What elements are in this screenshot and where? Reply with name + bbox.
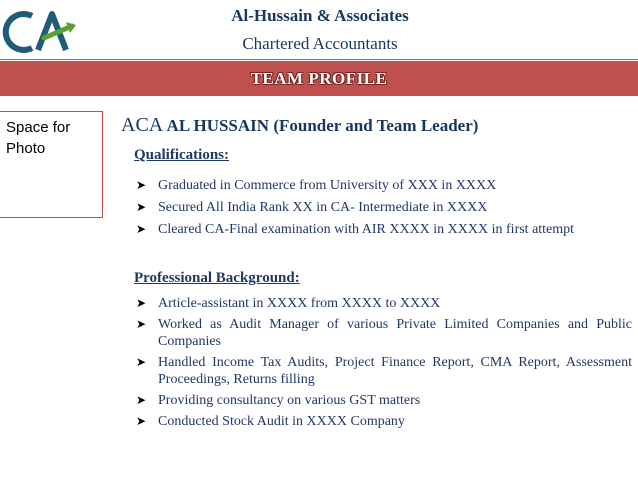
list-item: ➤ Cleared CA-Final examination with AIR XXXX in XXXX in first attempt <box>136 222 575 237</box>
arrow-bullet-icon: ➤ <box>136 414 147 428</box>
team-profile-banner <box>0 61 638 96</box>
person-prefix: ACA <box>121 114 164 136</box>
list-item: ➤ Conducted Stock Audit in XXXX Company <box>136 414 405 429</box>
arrow-bullet-icon: ➤ <box>136 222 147 236</box>
arrow-bullet-icon: ➤ <box>136 355 147 369</box>
professional-background-list <box>134 295 632 434</box>
arrow-bullet-icon: ➤ <box>136 317 147 331</box>
professional-background-heading: Professional Background: <box>134 270 300 286</box>
list-item: ➤ Handled Income Tax Audits, Project Finance Report, CMA Report, Assessment Proceedings, Returns filling <box>136 355 632 387</box>
photo-placeholder-line1: Space for <box>6 119 71 136</box>
qualifications-list <box>134 177 632 243</box>
person-name-line <box>121 114 478 137</box>
header-divider <box>0 59 638 60</box>
arrow-bullet-icon: ➤ <box>136 178 147 192</box>
photo-placeholder-line2: Photo <box>6 140 46 157</box>
arrow-bullet-icon: ➤ <box>136 296 147 310</box>
ca-logo-mark-icon <box>0 4 84 60</box>
banner-title: TEAM PROFILE <box>250 69 388 88</box>
list-item: ➤ Article-assistant in XXXX from XXXX to XXXX <box>136 296 441 311</box>
qualifications-heading: Qualifications: <box>134 147 230 163</box>
person-name: AL HUSSAIN <box>166 116 270 135</box>
list-item: ➤ Worked as Audit Manager of various Private Limited Companies and Public Companies <box>136 317 632 349</box>
list-item: ➤ Secured All India Rank XX in CA- Intermediate in XXXX <box>136 200 488 215</box>
firm-subtitle: Chartered Accountants <box>242 34 398 53</box>
list-item: ➤ Providing consultancy on various GST matters <box>136 393 421 408</box>
ca-logo <box>0 4 84 60</box>
person-role: (Founder and Team Leader) <box>273 116 479 135</box>
photo-placeholder <box>0 111 103 218</box>
firm-name: Al-Hussain & Associates <box>231 6 409 25</box>
list-item: ➤ Graduated in Commerce from University of XXX in XXXX <box>136 178 497 193</box>
arrow-bullet-icon: ➤ <box>136 393 147 407</box>
arrow-bullet-icon: ➤ <box>136 200 147 214</box>
